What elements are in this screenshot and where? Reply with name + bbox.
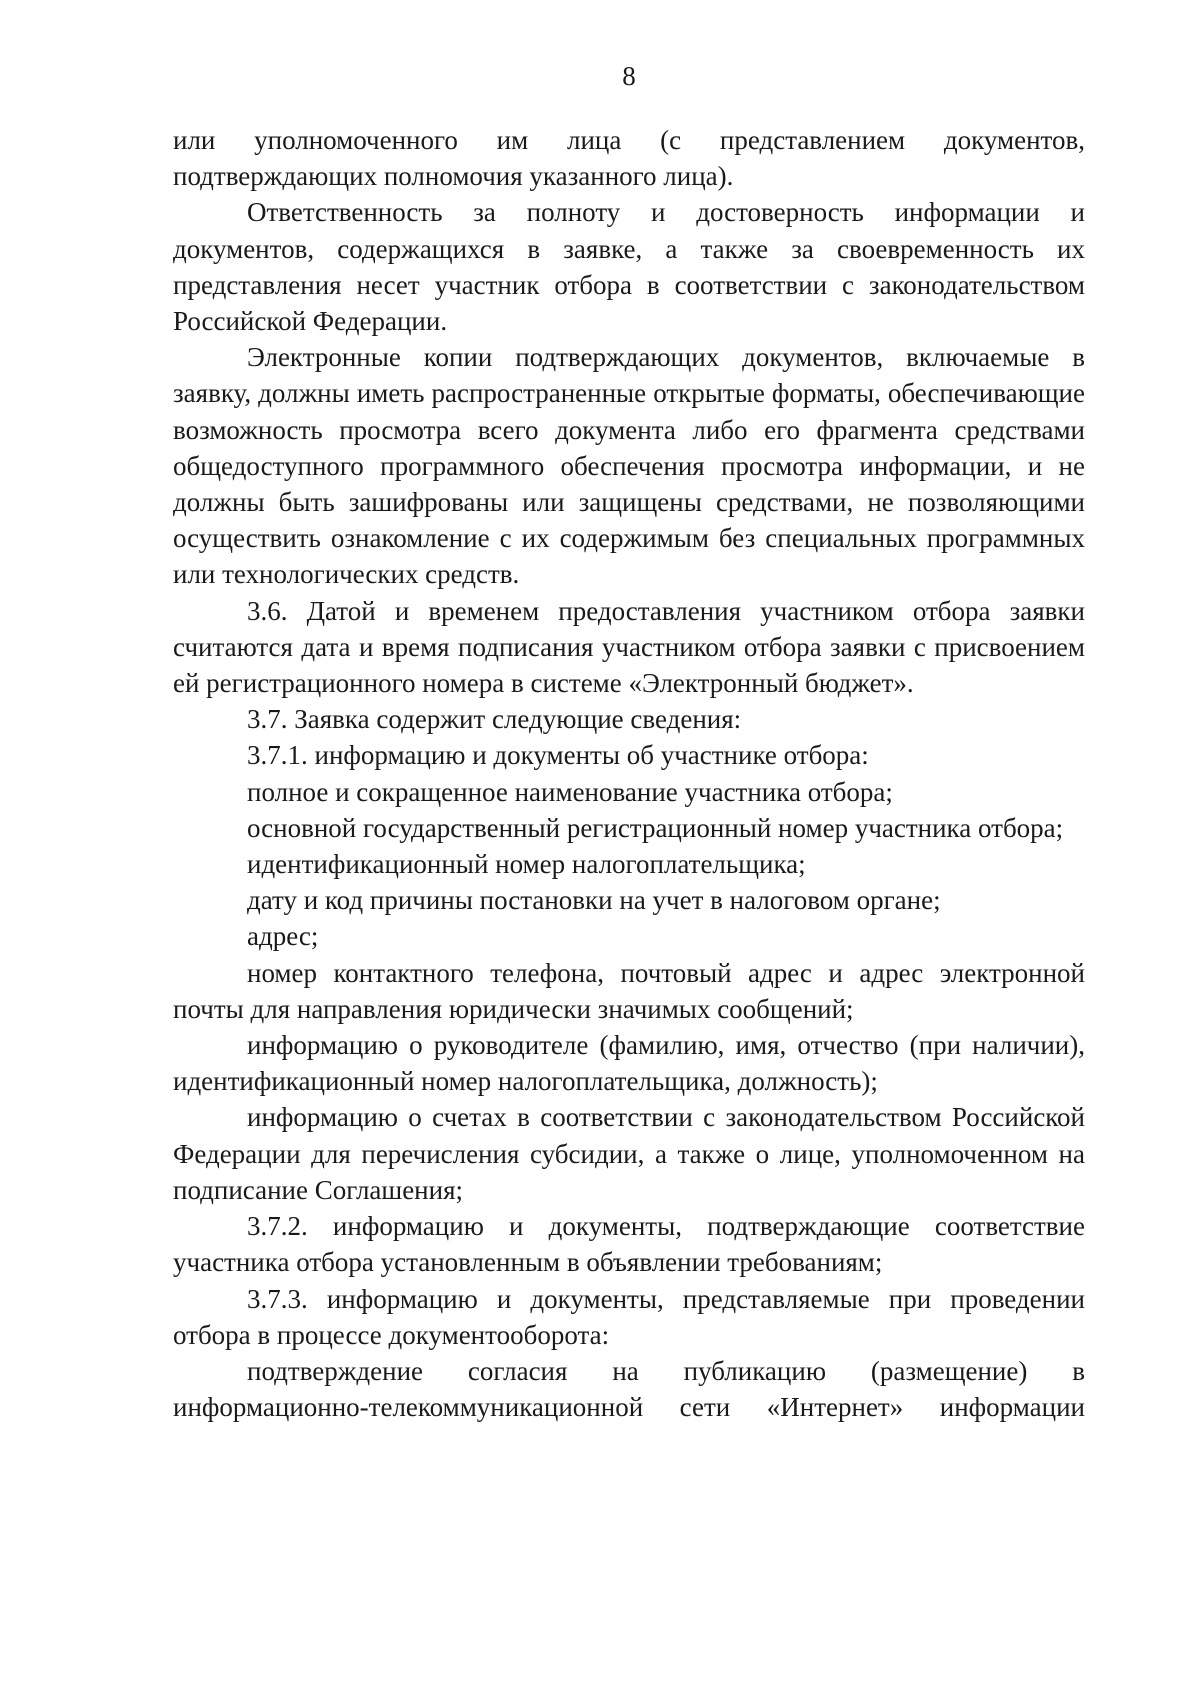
list-item-contacts: номер контактного телефона, почтовый адрес и адрес электронной почты для направления юридически значимых сообщений;: [173, 957, 1085, 1024]
document-body: [173, 122, 1085, 1425]
list-item-publication-consent: подтверждение согласия на публикацию (размещение) в информационно-телекоммуникационной сети «Интернет» информации: [173, 1355, 1085, 1423]
paragraph-electronic-copies: Электронные копии подтверждающих документов, включаемые в заявку, должны иметь распространенные открытые форматы, обеспечивающие возможность просмотра всего документа либо его фрагмента средствами общедоступного программного обеспечения просмотра информации, и не должны быть зашифрованы или защищены средствами, не позволяющими осуществить ознакомление с их содержимым без специальных программных или технологических средств.: [173, 342, 1085, 590]
paragraph-continuation: или уполномоченного им лица (с представлением документов, подтверждающих полномочия указанного лица).: [173, 125, 1085, 192]
list-item-name: полное и сокращенное наименование участника отбора;: [247, 776, 893, 807]
page-number: 8: [622, 61, 636, 91]
paragraph-3-7-3: 3.7.3. информацию и документы, представляемые при проведении отбора в процессе документооборота:: [173, 1283, 1085, 1350]
paragraph-3-6: 3.6. Датой и временем предоставления участником отбора заявки считаются дата и время подписания участником отбора заявки с присвоением ей регистрационного номера в системе «Электронный бюджет».: [173, 595, 1085, 699]
list-item-director: информацию о руководителе (фамилию, имя, отчество (при наличии), идентификационный номер налогоплательщика, должность);: [173, 1030, 1085, 1097]
list-item-inn: идентификационный номер налогоплательщика;: [247, 849, 806, 880]
paragraph-responsibility: Ответственность за полноту и достоверность информации и документов, содержащихся в заявке, а также за своевременность их представления несет участник отбора в соответствии с законодательством Российской Федерации.: [173, 197, 1085, 337]
list-item-ogrn: основной государственный регистрационный номер участника отбора;: [247, 812, 1064, 843]
list-item-address: адрес;: [247, 921, 319, 952]
list-item-kpp: дату и код причины постановки на учет в налоговом органе;: [247, 885, 941, 916]
paragraph-3-7-2: 3.7.2. информацию и документы, подтверждающие соответствие участника отбора установленным в объявлении требованиям;: [173, 1211, 1085, 1278]
list-item-accounts: информацию о счетах в соответствии с законодательством Российской Федерации для перечисления субсидии, а также о лице, уполномоченном на подписание Соглашения;: [173, 1102, 1085, 1205]
paragraph-3-7: 3.7. Заявка содержит следующие сведения:: [247, 704, 742, 735]
paragraph-3-7-1: 3.7.1. информацию и документы об участнике отбора:: [247, 740, 869, 771]
